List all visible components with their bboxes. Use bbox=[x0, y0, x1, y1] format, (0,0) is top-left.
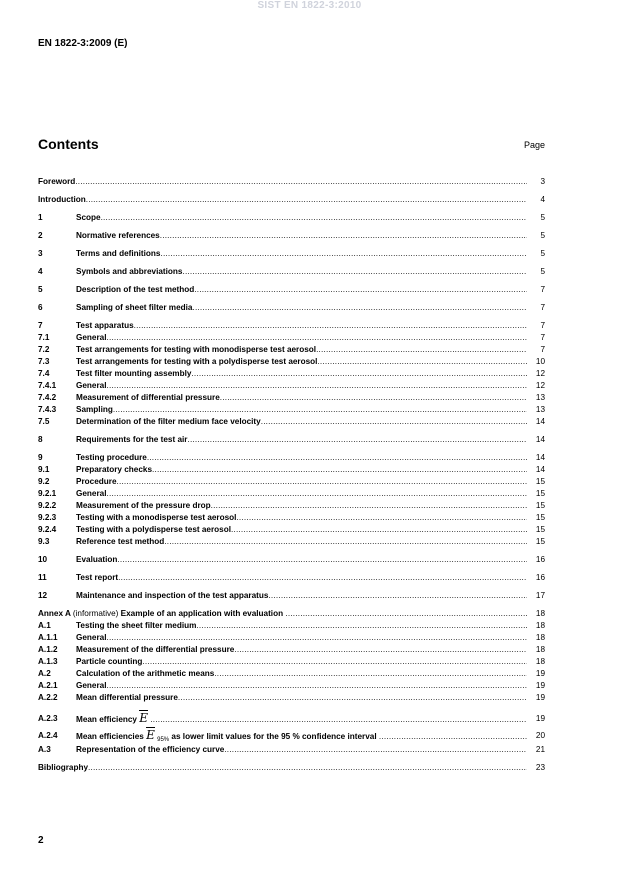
toc-entry-title-text: General bbox=[76, 489, 107, 498]
toc-entry-page: 14 bbox=[535, 417, 545, 426]
toc-entry-title bbox=[76, 524, 527, 536]
toc-entry[interactable] bbox=[38, 632, 545, 644]
toc-entry-number: 10 bbox=[38, 555, 48, 564]
toc-entry-title-text: Particle counting bbox=[76, 657, 143, 666]
toc-entry-title bbox=[76, 302, 527, 314]
toc-entry-page: 7 bbox=[540, 333, 545, 342]
toc-entry-title-text: Introduction bbox=[38, 195, 86, 204]
toc-entry-title-text: Reference test method bbox=[76, 537, 165, 546]
toc-entry-title bbox=[76, 416, 527, 428]
standard-id: EN 1822-3:2009 (E) bbox=[38, 38, 128, 49]
toc-entry-title bbox=[38, 176, 527, 188]
toc-entry-title-text: Test filter mounting assembly bbox=[76, 369, 192, 378]
toc-entry-title bbox=[76, 284, 527, 296]
toc-entry[interactable] bbox=[38, 710, 545, 727]
toc-entry[interactable] bbox=[38, 668, 545, 680]
toc-entry-number: 9.3 bbox=[38, 537, 50, 546]
toc-entry-title bbox=[76, 710, 527, 727]
watermark: SIST EN 1822-3:2010 bbox=[257, 0, 362, 11]
toc-entry-number: A.1.1 bbox=[38, 633, 58, 642]
toc-entry[interactable] bbox=[38, 416, 545, 428]
toc-entry-page: 14 bbox=[535, 453, 545, 462]
toc-entry-title bbox=[76, 572, 527, 584]
toc-entry-page: 13 bbox=[535, 405, 545, 414]
toc-entry[interactable] bbox=[38, 464, 545, 476]
toc-entry-page: 5 bbox=[540, 231, 545, 240]
toc-entry[interactable] bbox=[38, 488, 545, 500]
toc-entry[interactable] bbox=[38, 500, 545, 512]
toc-entry-number: A.1.3 bbox=[38, 657, 58, 666]
subscript-95: 95% bbox=[157, 737, 170, 743]
toc-entry-title-text: General bbox=[76, 681, 107, 690]
toc-entry-number: A.2.4 bbox=[38, 731, 58, 740]
toc-entry-title-text: Preparatory checks bbox=[76, 465, 153, 474]
toc-entry-page: 7 bbox=[540, 303, 545, 312]
toc-entry[interactable] bbox=[38, 656, 545, 668]
toc-entry-number: A.2.3 bbox=[38, 714, 58, 723]
toc-entry[interactable] bbox=[38, 476, 545, 488]
toc-entry-title bbox=[76, 320, 527, 332]
toc-entry-title-text: Measurement of the differential pressure bbox=[76, 645, 235, 654]
toc-entry-number: 7.4.2 bbox=[38, 393, 57, 402]
toc-entry[interactable] bbox=[38, 194, 545, 206]
toc-entry-number: 7.4 bbox=[38, 369, 50, 378]
toc-entry-title-text: Determination of the filter medium face velocity bbox=[76, 417, 261, 426]
toc-entry-title-text: Symbols and abbreviations bbox=[76, 267, 183, 276]
toc-entry-page: 15 bbox=[535, 525, 545, 534]
toc-entry-page: 14 bbox=[535, 435, 545, 444]
toc-entry-title bbox=[38, 762, 527, 774]
toc-entry-title bbox=[76, 212, 527, 224]
annex-qualifier: (informative) bbox=[72, 609, 119, 618]
toc-entry-title-text: Test report bbox=[76, 573, 119, 582]
toc-entry-number: A.2.1 bbox=[38, 681, 58, 690]
toc-entry-number: 5 bbox=[38, 285, 43, 294]
toc-entry-page: 14 bbox=[535, 465, 545, 474]
toc-entry-number: 9.2 bbox=[38, 477, 50, 486]
toc-entry-page: 19 bbox=[535, 710, 545, 727]
toc-entry-title bbox=[76, 554, 527, 566]
toc-entry-title-text: Testing with a polydisperse test aerosol bbox=[76, 525, 231, 534]
toc-entry-title-text: Test apparatus bbox=[76, 321, 134, 330]
toc-entry-title-text: Test arrangements for testing with monodisperse test aerosol bbox=[76, 345, 317, 354]
toc-entry-title-text: Sampling bbox=[76, 405, 113, 414]
page-column-label: Page bbox=[523, 140, 545, 150]
toc-entry[interactable] bbox=[38, 692, 545, 704]
toc-entry-page: 17 bbox=[535, 591, 545, 600]
toc-entry-title-text: Foreword bbox=[38, 177, 76, 186]
toc-entry-title bbox=[76, 356, 527, 368]
toc-entry[interactable] bbox=[38, 644, 545, 656]
toc-entry[interactable] bbox=[38, 680, 545, 692]
annex-label: Annex A bbox=[38, 609, 71, 618]
toc-entry-number: 9.2.4 bbox=[38, 525, 57, 534]
toc-entry[interactable] bbox=[38, 176, 545, 188]
toc-entry-title bbox=[76, 744, 527, 756]
toc-entry-page: 18 bbox=[535, 657, 545, 666]
toc-entry[interactable] bbox=[38, 356, 545, 368]
toc-entry-title bbox=[76, 512, 527, 524]
toc-entry-page: 15 bbox=[535, 489, 545, 498]
toc-entry-title bbox=[76, 656, 527, 668]
toc-entry-title bbox=[76, 632, 527, 644]
toc-entry-number: 6 bbox=[38, 303, 43, 312]
toc-entry-page: 16 bbox=[535, 555, 545, 564]
toc-entry-title-text: Mean efficiency bbox=[76, 715, 140, 724]
toc-entry-title-text: Description of the test method bbox=[76, 285, 195, 294]
toc-entry[interactable] bbox=[38, 392, 545, 404]
toc-entry-page: 19 bbox=[535, 693, 545, 702]
toc-entry-page: 16 bbox=[535, 573, 545, 582]
table-of-contents bbox=[38, 176, 545, 774]
toc-entry-title-text: Sampling of sheet filter media bbox=[76, 303, 193, 312]
toc-entry[interactable] bbox=[38, 302, 545, 314]
toc-entry-title-text: Testing the sheet filter medium bbox=[76, 621, 197, 630]
toc-entry-number: A.1 bbox=[38, 621, 51, 630]
toc-entry[interactable] bbox=[38, 608, 545, 620]
toc-entry-number: 7 bbox=[38, 321, 43, 330]
overline-mark bbox=[139, 710, 148, 711]
toc-entry-page: 7 bbox=[540, 345, 545, 354]
toc-entry-title-text: Measurement of the pressure drop bbox=[76, 501, 211, 510]
toc-entry[interactable] bbox=[38, 230, 545, 242]
toc-entry-title-text: General bbox=[76, 333, 107, 342]
toc-entry-page: 12 bbox=[535, 369, 545, 378]
toc-entry-title bbox=[76, 344, 527, 356]
toc-entry[interactable] bbox=[38, 212, 545, 224]
toc-entry-title bbox=[76, 368, 527, 380]
toc-entry-title-text: Evaluation bbox=[76, 555, 118, 564]
toc-entry-number: 8 bbox=[38, 435, 43, 444]
toc-entry-page: 18 bbox=[535, 633, 545, 642]
toc-entry-title-text: Testing procedure bbox=[76, 453, 147, 462]
toc-entry-number: 7.1 bbox=[38, 333, 50, 342]
toc-entry[interactable] bbox=[38, 512, 545, 524]
toc-entry-page: 23 bbox=[535, 763, 545, 772]
toc-entry-title-text: Measurement of differential pressure bbox=[76, 393, 220, 402]
toc-entry-page: 10 bbox=[535, 357, 545, 366]
toc-entry-number: 9 bbox=[38, 453, 43, 462]
toc-entry[interactable] bbox=[38, 332, 545, 344]
toc-entry[interactable] bbox=[38, 404, 545, 416]
toc-entry-page: 19 bbox=[535, 681, 545, 690]
toc-entry-title-text: Test arrangements for testing with a polydisperse test aerosol bbox=[76, 357, 318, 366]
contents-title: Contents bbox=[38, 136, 99, 152]
toc-entry-page: 18 bbox=[535, 609, 545, 618]
toc-entry[interactable] bbox=[38, 524, 545, 536]
mean-efficiency-symbol: E bbox=[139, 711, 149, 725]
toc-entry-title bbox=[38, 608, 527, 620]
toc-entry-number: 7.4.1 bbox=[38, 381, 57, 390]
toc-entry-title-text: Normative references bbox=[76, 231, 160, 240]
toc-entry[interactable] bbox=[38, 744, 545, 756]
mean-efficiency-symbol: E bbox=[146, 728, 155, 742]
toc-entry-page: 15 bbox=[535, 537, 545, 546]
toc-entry-number: 7.4.3 bbox=[38, 405, 57, 414]
toc-entry-title-text: Scope bbox=[76, 213, 101, 222]
toc-entry-title bbox=[76, 230, 527, 242]
toc-entry-number: A.2 bbox=[38, 669, 51, 678]
toc-entry-page: 7 bbox=[540, 285, 545, 294]
toc-entry-page: 19 bbox=[535, 669, 545, 678]
toc-entry[interactable] bbox=[38, 554, 545, 566]
toc-entry[interactable] bbox=[38, 248, 545, 260]
toc-entry-title bbox=[76, 590, 527, 602]
toc-entry-page: 5 bbox=[540, 267, 545, 276]
toc-entry-title-text: Mean efficiencies bbox=[76, 732, 147, 741]
toc-entry-title-text: Maintenance and inspection of the test apparatus bbox=[76, 591, 269, 600]
toc-entry-title-text: Requirements for the test air bbox=[76, 435, 188, 444]
toc-entry-page: 5 bbox=[540, 249, 545, 258]
toc-entry-page: 15 bbox=[535, 513, 545, 522]
toc-entry-title-text: Calculation of the arithmetic means bbox=[76, 669, 215, 678]
toc-entry-title bbox=[76, 452, 527, 464]
toc-entry-title bbox=[76, 488, 527, 500]
toc-entry-number: 7.3 bbox=[38, 357, 50, 366]
toc-entry-number: 11 bbox=[38, 573, 47, 582]
toc-entry-number: 7.2 bbox=[38, 345, 50, 354]
toc-entry-number: 2 bbox=[38, 231, 43, 240]
overline-mark bbox=[146, 727, 155, 728]
toc-entry-page: 21 bbox=[535, 745, 545, 754]
toc-entry-number: A.2.2 bbox=[38, 693, 58, 702]
toc-entry-title-text: General bbox=[76, 381, 107, 390]
toc-entry[interactable] bbox=[38, 320, 545, 332]
toc-entry[interactable] bbox=[38, 620, 545, 632]
toc-entry-title bbox=[76, 644, 527, 656]
toc-entry-page: 20 bbox=[535, 727, 545, 744]
toc-entry-page: 18 bbox=[535, 645, 545, 654]
toc-entry-number: 9.2.3 bbox=[38, 513, 57, 522]
toc-entry-number: 3 bbox=[38, 249, 43, 258]
toc-entry-title bbox=[38, 194, 527, 206]
toc-entry-title bbox=[76, 500, 527, 512]
toc-entry-number: A.1.2 bbox=[38, 645, 58, 654]
toc-entry-title bbox=[76, 380, 527, 392]
toc-entry-page: 3 bbox=[540, 177, 545, 186]
toc-entry-title-text: Representation of the efficiency curve bbox=[76, 745, 225, 754]
toc-entry-title-tail: as lower limit values for the 95 % confidence interval bbox=[169, 732, 377, 741]
toc-entry[interactable] bbox=[38, 284, 545, 296]
toc-entry-page: 15 bbox=[535, 501, 545, 510]
toc-entry-page: 18 bbox=[535, 621, 545, 630]
toc-entry-page: 7 bbox=[540, 321, 545, 330]
toc-entry-title bbox=[76, 332, 527, 344]
toc-entry[interactable] bbox=[38, 536, 545, 548]
toc-entry-title bbox=[76, 680, 527, 692]
toc-entry-page: 15 bbox=[535, 477, 545, 486]
toc-entry-title-text: Bibliography bbox=[38, 763, 89, 772]
toc-entry-title bbox=[76, 404, 527, 416]
toc-entry-title-text: Procedure bbox=[76, 477, 117, 486]
toc-entry-title bbox=[76, 727, 527, 744]
toc-entry-page: 12 bbox=[535, 381, 545, 390]
toc-entry[interactable] bbox=[38, 380, 545, 392]
toc-entry[interactable] bbox=[38, 452, 545, 464]
toc-entry-number: 4 bbox=[38, 267, 43, 276]
toc-entry-title-text: General bbox=[76, 633, 107, 642]
toc-entry[interactable] bbox=[38, 572, 545, 584]
toc-entry-number: A.3 bbox=[38, 745, 51, 754]
toc-entry-title bbox=[76, 476, 527, 488]
toc-entry-title-text: Terms and definitions bbox=[76, 249, 161, 258]
toc-entry-title bbox=[76, 266, 527, 278]
toc-entry-number: 9.1 bbox=[38, 465, 50, 474]
toc-entry-title bbox=[76, 392, 527, 404]
toc-entry[interactable] bbox=[38, 590, 545, 602]
toc-entry-title bbox=[76, 620, 527, 632]
annex-title: Example of an application with evaluation bbox=[120, 609, 284, 618]
toc-entry-title bbox=[76, 536, 527, 548]
toc-entry-title bbox=[76, 668, 527, 680]
toc-entry-title-text: Testing with a monodisperse test aerosol bbox=[76, 513, 237, 522]
toc-entry[interactable] bbox=[38, 344, 545, 356]
toc-entry-number: 9.2.1 bbox=[38, 489, 57, 498]
toc-entry[interactable] bbox=[38, 762, 545, 774]
toc-entry-page: 4 bbox=[540, 195, 545, 204]
toc-entry-title bbox=[76, 692, 527, 704]
toc-entry-title bbox=[76, 434, 527, 446]
toc-entry[interactable] bbox=[38, 368, 545, 380]
toc-entry-page: 5 bbox=[540, 213, 545, 222]
toc-entry-number: 1 bbox=[38, 213, 43, 222]
toc-entry-title bbox=[76, 248, 527, 260]
toc-entry-title-text: Mean differential pressure bbox=[76, 693, 178, 702]
toc-entry[interactable] bbox=[38, 266, 545, 278]
toc-entry[interactable] bbox=[38, 434, 545, 446]
toc-entry-number: 12 bbox=[38, 591, 48, 600]
toc-entry-number: 9.2.2 bbox=[38, 501, 57, 510]
toc-entry-number: 7.5 bbox=[38, 417, 50, 426]
toc-entry-title bbox=[76, 464, 527, 476]
toc-entry-page: 13 bbox=[535, 393, 545, 402]
page-number: 2 bbox=[38, 835, 44, 846]
toc-entry[interactable] bbox=[38, 727, 545, 744]
